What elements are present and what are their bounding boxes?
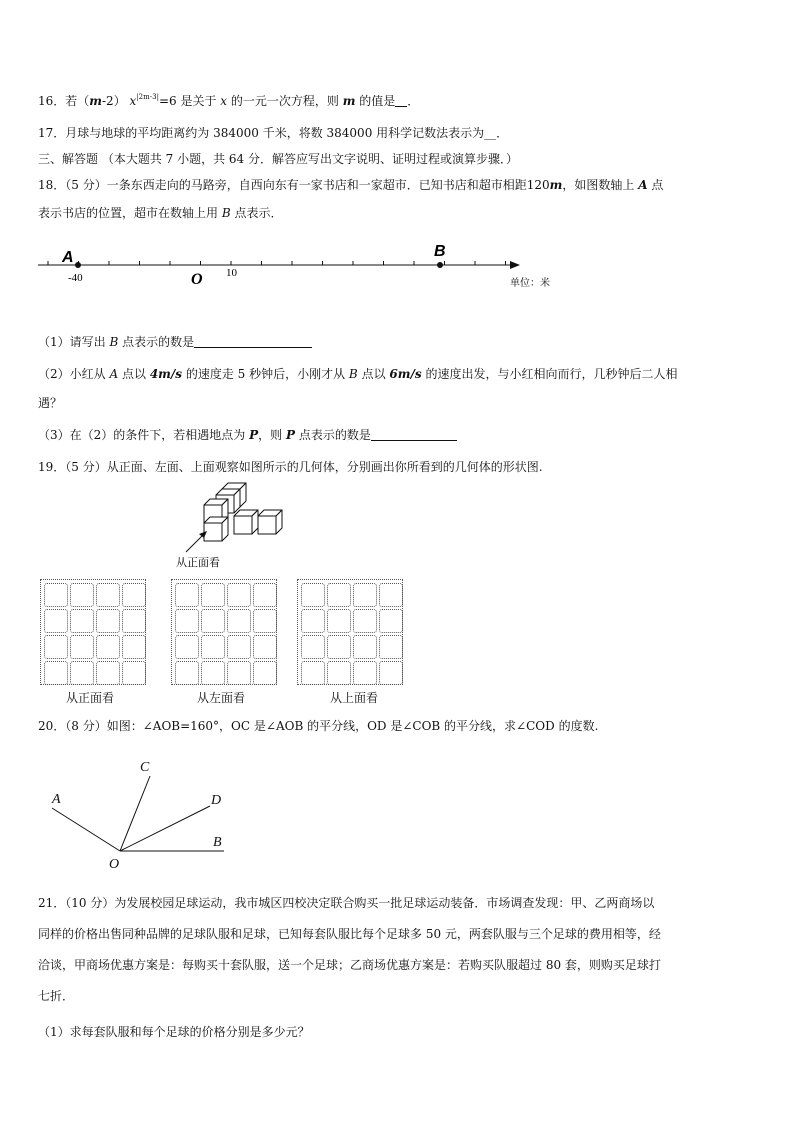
q18-text: 点以 (121, 367, 146, 381)
label-O: O (191, 271, 203, 288)
q18-text: 的速度出发，与小红相向而行，几秒钟后二人相 (425, 367, 678, 381)
q18-text: （1）请写出 (38, 335, 106, 349)
q18-text: ，则 (258, 428, 283, 442)
q18-speed: 6m/s (389, 367, 422, 381)
left-view-caption: 从左面看 (197, 691, 246, 705)
question-19: 19．（5 分）从正面、左面、上面观察如图所示的几何体，分别画出你所看到的几何体的形状图. (38, 460, 543, 474)
top-view-caption: 从上面看 (330, 691, 379, 705)
label-A: A (52, 792, 61, 807)
q18-unit: m (549, 178, 563, 192)
question-21-line1: 21．（10 分）为发展校园足球运动，我市城区四校决定联合购买一批足球运动装备．市场调查发现：甲、乙两商场以 (38, 896, 655, 910)
q18-var-B: B (109, 335, 119, 349)
q18-text: 点表示的数是 (122, 335, 195, 349)
q18-speed: 4m/s (149, 367, 182, 381)
q16-text: -2） (102, 94, 126, 108)
ray-OD (120, 806, 210, 851)
label-O: O (109, 857, 120, 872)
q16-var-x: x (129, 94, 137, 108)
q18-text: 点 (651, 178, 664, 192)
label-A: A (62, 249, 74, 266)
q16-number: 16． (38, 94, 66, 108)
label-C: C (140, 760, 150, 775)
q18-distance: 120 (526, 178, 550, 192)
unit-label: 单位：米 (510, 278, 550, 289)
label-D: D (211, 793, 222, 808)
label-B: B (434, 243, 446, 260)
ray-OA (52, 808, 120, 851)
label-B: B (213, 835, 222, 850)
q16-text: 的值是 (359, 94, 396, 108)
q18-var-A: A (109, 367, 119, 381)
question-21-line4: 七折． (38, 989, 75, 1003)
front-view-arrow-label: 从正面看 (176, 556, 220, 569)
q18-text: 18．（5 分）一条东西走向的马路旁，自西向东有一家书店和一家超市．已知书店和超市相距 (38, 178, 527, 192)
question-21-part1: （1）求每套队服和每个足球的价格分别是多少元？ (38, 1025, 310, 1039)
angle-rays (52, 776, 224, 851)
question-21-line3: 洽谈，甲商场优惠方案是：每购买十套队服，送一个足球；乙商场优惠方案是：若购买队服超过 80 套，则购买足球打 (38, 958, 661, 972)
question-17: 17．月球与地球的平均距离约为 384000 千米，将数 384000 用科学记数法表示为__． (38, 126, 509, 140)
q16-text: 的一元一次方程，则 (230, 94, 339, 108)
q18-var-A: A (638, 178, 648, 192)
q18-text: （2）小红从 (38, 367, 106, 381)
q18-var-B: B (348, 367, 358, 381)
q18-text: 表示书店的位置，超市在数轴上用 (38, 206, 219, 220)
q18-var-B: B (221, 206, 231, 220)
tick-label-10: 10 (226, 267, 237, 279)
section-header: 三、解答题 （本大题共 7 小题，共 64 分．解答应写出文字说明、证明过程或演算步骤．） (38, 152, 518, 166)
q16-var-m: m (342, 94, 356, 108)
q16-text: =6 是关于 (158, 94, 217, 108)
question-20: 20．（8 分）如图：∠AOB=160°，OC 是∠AOB 的平分线，OD 是∠COB 的平分线，求∠COD 的度数. (38, 719, 599, 733)
q18-text: 点表示的数是 (298, 428, 371, 442)
q16-exponent: |2m-3| (136, 93, 159, 101)
q18-var-P: P (249, 428, 259, 442)
q18-text: 的速度走 5 秒钟后，小刚才从 (185, 367, 346, 381)
q18-part2-line2: 遇？ (38, 396, 63, 410)
q16-text: ． (407, 94, 420, 108)
q18-text: 点以 (361, 367, 386, 381)
q18-text: 点表示． (234, 206, 283, 220)
question-21-line2: 同样的价格出售同种品牌的足球队服和足球，已知每套队服比每个足球多 50 元，两套队服与三个足球的费用相等，经 (38, 927, 661, 941)
q16-var-m: m (89, 94, 102, 108)
front-view-caption: 从正面看 (66, 691, 115, 705)
q18-var-P: P (285, 428, 296, 442)
q18-text: ，如图数轴上 (562, 178, 635, 192)
tick-label-neg40: -40 (68, 272, 83, 284)
ray-OC (120, 776, 150, 851)
q16-text: 若（ (65, 94, 90, 108)
q18-text: （3）在（2）的条件下，若相遇地点为 (38, 428, 246, 442)
q16-var-x: x (220, 94, 228, 108)
